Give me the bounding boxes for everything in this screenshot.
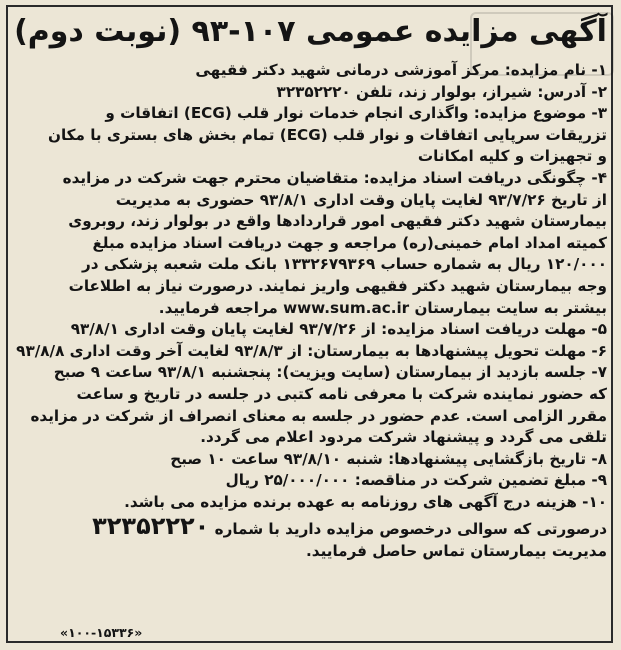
ad-line: که حضور نماینده شرکت با معرفی نامه کتبی در جلسه در تاریخ و ساعت [76, 384, 607, 403]
ad-line: ۵- مهلت دریافت اسناد مزایده: از ۹۳/۷/۲۶ لغایت پایان وقت اداری ۹۳/۸/۱ [70, 320, 607, 339]
ad-line: مقرر الزامی است. عدم حضور در جلسه به معنای انصراف از شرکت در مزایده [30, 406, 607, 425]
ad-line: بیمارستان شهید دکتر فقیهی امور قراردادها واقع در بولوار زند، روبروی [68, 212, 607, 231]
contact-line-2: مدیریت بیمارستان تماس حاصل فرمایید. [306, 542, 607, 561]
ad-line: ۹- مبلغ تضمین شرکت در مناقصه: ۲۵/۰۰۰/۰۰۰ ریال [225, 471, 607, 490]
contact-line [14, 513, 607, 541]
ad-line: بیشتر به سایت بیمارستان www.sum.ac.ir مراجعه فرمایید. [158, 298, 607, 317]
ad-line: ۷- جلسه بازدید از بیمارستان (سایت ویزیت): پنجشنبه ۹۳/۸/۱ ساعت ۹ صبح [53, 363, 607, 382]
ad-line: ۱۲۰/۰۰۰ ریال به شماره حساب ۱۳۳۲۶۷۹۳۶۹ بانک ملت شعبه پزشکی در [82, 255, 607, 274]
ad-code: «۱۰۰-۱۵۳۳۶» [60, 625, 143, 640]
ad-line: ۶- مهلت تحویل پیشنهادها به بیمارستان: از ۹۳/۸/۳ لغایت آخر وقت اداری ۹۳/۸/۸ [16, 341, 607, 360]
ad-line: و تجهیزات و کلیه امکانات [417, 147, 607, 166]
ad-line: ۱- نام مزایده: مرکز آموزشی درمانی شهید دکتر فقیهی [195, 61, 607, 79]
contact-phone: ۳۲۳۵۲۲۲۰ [92, 512, 210, 541]
ad-line: ۲- آدرس: شیراز، بولوار زند، تلفن ۳۲۳۵۲۲۲۰ [276, 82, 607, 101]
ad-line: کمیته امداد امام خمینی(ره) مراجعه و جهت دریافت اسناد مزایده مبلغ [92, 233, 607, 252]
ad-line: ۸- تاریخ بازگشایی پیشنهادها: شنبه ۹۳/۸/۱۰ ساعت ۱۰ صبح [170, 449, 607, 468]
ad-body [14, 60, 607, 563]
ad-line: ۴- چگونگی دریافت اسناد مزایده: متقاضیان محترم جهت شرکت در مزایده [62, 168, 607, 187]
ad-line: ۱۰- هزینه درج آگهی های روزنامه به عهده برنده مزایده می باشد. [124, 492, 607, 511]
ad-line: از تاریخ ۹۳/۷/۲۶ لغایت پایان وقت اداری ۹۳/۸/۱ حضوری به مدیریت [115, 190, 607, 209]
ad-line: ۳- موضوع مزایده: واگذاری انجام خدمات نوار قلب (ECG) اتفاقات و [105, 104, 607, 123]
ad-line: وجه بیمارستان شهید دکتر فقیهی واریز نمایند. درصورت نیاز به اطلاعات [68, 276, 607, 295]
ad-line: تزریقات سرپایی اتفاقات و نوار قلب (ECG) تمام بخش های بستری با مکان [48, 125, 607, 144]
ad-title: آگهی مزایده عمومی ۱۰۷-۹۳ (نوبت دوم) [14, 14, 607, 49]
ad-line: تلقی می گردد و پیشنهاد شرکت مردود اعلام می گردد. [200, 428, 607, 447]
contact-text: درصورتی که سوالی درخصوص مزایده دارید با شماره [214, 520, 607, 539]
